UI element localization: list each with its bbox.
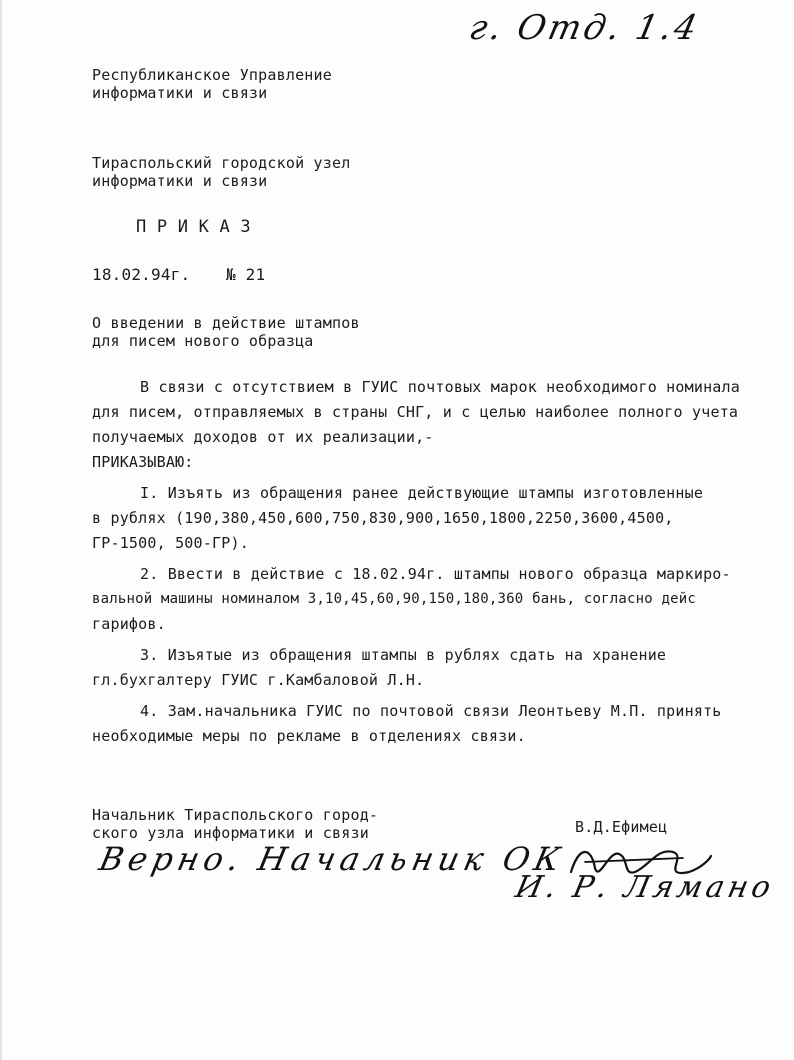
order-item-4-line-2: необходимые меры по рекламе в отделениях связи. bbox=[92, 727, 526, 745]
signatory-name: В.Д.Ефимец bbox=[575, 818, 668, 836]
org-city-line-1: Тираспольский городской узел bbox=[92, 154, 351, 172]
scan-edge bbox=[0, 0, 3, 1060]
order-item-4-line-1: 4. Зам.начальника ГУИС по почтовой связи Леонтьеву М.П. принять bbox=[140, 702, 722, 720]
org-city-line-2: информатики и связи bbox=[92, 172, 268, 190]
order-item-2-line-2: вальной машины номиналом 3,10,45,60,90,150,180,360 бань, согласно дейс bbox=[92, 591, 697, 607]
order-item-1-line-2: в рублях (190,380,450,600,750,830,900,1650,1800,2250,3600,4500, bbox=[92, 509, 674, 527]
order-item-2-line-3: гарифов. bbox=[92, 615, 166, 633]
preamble-line-1: В связи с отсутствием в ГУИС почтовых марок необходимого номинала bbox=[140, 378, 740, 396]
signatory-line-1: Начальник Тираспольского город- bbox=[92, 806, 379, 824]
document-date: 18.02.94г. bbox=[92, 265, 191, 284]
order-item-1-line-1: I. Изъять из обращения ранее действующие штампы изготовленные bbox=[140, 484, 704, 502]
subject-line-1: О введении в действие штампов bbox=[92, 314, 360, 332]
document-number: № 21 bbox=[226, 265, 266, 284]
handwritten-name: И. Р. Лямано bbox=[512, 870, 778, 905]
order-word: ПРИКАЗЫВАЮ: bbox=[92, 453, 194, 471]
org-republic-line-2: информатики и связи bbox=[92, 84, 268, 102]
order-item-1-line-3: ГР-1500, 500-ГР). bbox=[92, 534, 249, 552]
order-item-3-line-2: гл.бухгалтеру ГУИС г.Камбаловой Л.Н. bbox=[92, 671, 425, 689]
document-title: П Р И К А З bbox=[136, 217, 251, 237]
order-item-2-line-1: 2. Ввести в действие с 18.02.94г. штампы нового образца маркиро- bbox=[140, 565, 731, 583]
order-item-3-line-1: 3. Изъятые из обращения штампы в рублях сдать на хранение bbox=[140, 646, 667, 664]
handwritten-certification: Верно. Начальник ОК bbox=[95, 840, 569, 878]
signatory-line-2: ского узла информатики и связи bbox=[92, 824, 369, 842]
subject-line-2: для писем нового образца bbox=[92, 332, 314, 350]
preamble-line-3: получаемых доходов от их реализации,- bbox=[92, 428, 434, 446]
preamble-line-2: для писем, отправляемых в страны СНГ, и с целью наиболее полного учета bbox=[92, 403, 739, 421]
org-republic-line-1: Республиканское Управление bbox=[92, 66, 332, 84]
corner-handwritten-note: г. Отд. 1.4 bbox=[465, 8, 704, 48]
